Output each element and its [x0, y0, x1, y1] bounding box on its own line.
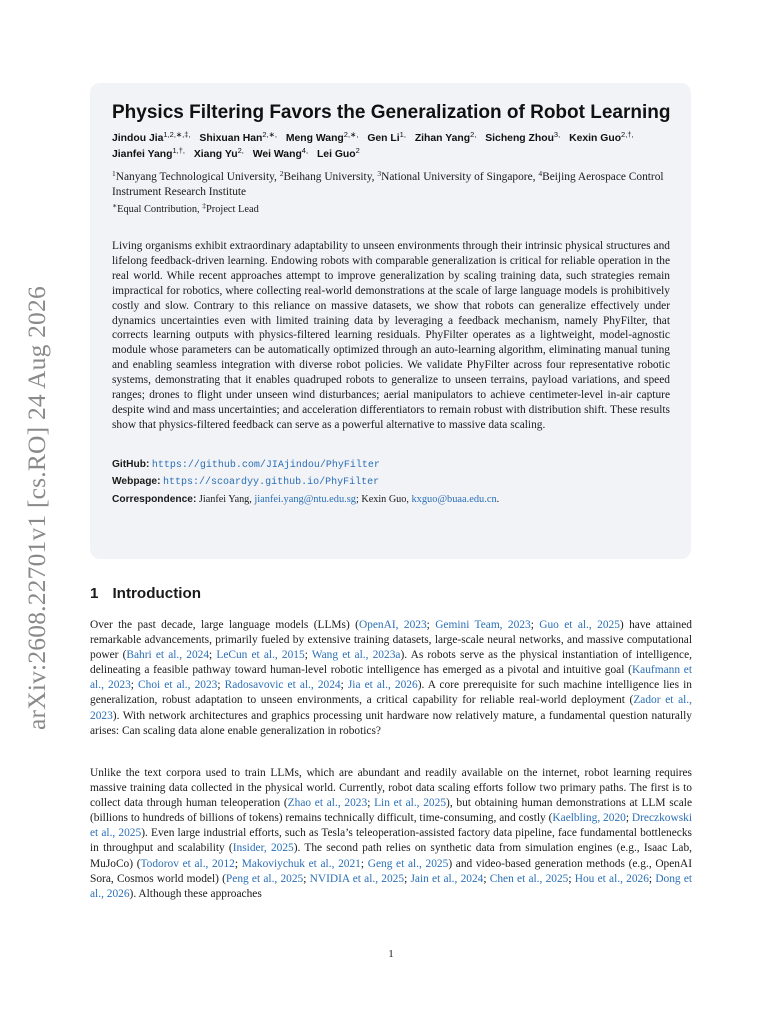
- correspondence-row: [112, 492, 670, 509]
- author-name: Meng Wang$^{2,∗,}$: [285, 130, 359, 144]
- github-row: [112, 457, 670, 475]
- paragraph-text: ;: [234, 857, 242, 870]
- correspondence-email-2[interactable]: kxguo@buaa.edu.cn: [411, 493, 497, 505]
- paragraph-text: ) have attained remarkable advancements, primarily fueled by extensive training datasets, large-scale neural networks, and massive computational power (: [90, 619, 693, 662]
- affiliation-name: National University of Singapore,: [381, 171, 539, 183]
- paragraph-text: ;: [304, 649, 312, 662]
- citation-link[interactable]: Bahri et al., 2024: [126, 649, 210, 662]
- project-lead-mark: ‡: [202, 201, 206, 210]
- citation-link[interactable]: Kaufmann et al., 2023: [90, 664, 692, 692]
- contribution-note: [112, 202, 670, 217]
- affiliation-name: Beihang University,: [283, 171, 378, 183]
- citation-link[interactable]: Chen et al., 2025: [489, 872, 569, 885]
- paragraph-text: ). With network architectures and graphics processing unit hardware now relatively mature, a fundamental question naturally arises: Can scaling data alone enable generalization in robotics?: [90, 709, 692, 737]
- paragraph-text: ;: [360, 857, 368, 870]
- page-number: 1: [388, 948, 394, 960]
- correspondence-email-1[interactable]: jianfei.yang@ntu.edu.sg: [254, 493, 356, 505]
- paragraph-text: ;: [530, 619, 540, 631]
- paragraph-text: ;: [483, 872, 490, 885]
- affiliation-mark: 2: [279, 169, 284, 178]
- citation-link[interactable]: OpenAI, 2023: [358, 619, 427, 631]
- citation-link[interactable]: NVIDIA et al., 2025: [309, 872, 405, 885]
- paragraph-text: ;: [426, 619, 436, 631]
- citation-link[interactable]: Dong et al., 2026: [90, 872, 693, 900]
- author-affiliation-mark: 1,: [399, 130, 406, 139]
- citation-link[interactable]: Zador et al., 2023: [90, 694, 692, 722]
- correspondence-separator: ; Kexin Guo,: [356, 493, 412, 505]
- affiliation-name: Nanyang Technological University,: [115, 171, 280, 183]
- abstract-box: [90, 83, 691, 559]
- abstract-text: Living organisms exhibit extraordinary adaptability to unseen environments through their intrinsic physical structures and lifelong feedback-driven learning. Endowing robots with comparable generalization is critical for reliable operation in the real world. While recent approaches attempt to improve generalization by scaling training data, such strategies remain impractical for robotics, where collecting real-world demonstrations at the scale of large language models is prohibitively costly and slow. Contrary to this reliance on massive datasets, we show that robots can generalize effectively under dynamics uncertainties even with limited training data by leveraging a feedback mechanism, namely PhyFilter, that corrects learning outputs with physics-filtered learning residuals. PhyFilter operates as a lightweight, model-agnostic module whose parameters can be automatically optimized through an auto-learning algorithm, eliminating manual tuning and enabling seamless integration with diverse robot policies. We validate PhyFilter across four representative robotic systems, demonstrating that it enables quadruped robots to generalize to unseen terrains, payload variations, and speed ranges; drones to flight under unseen wind disturbances; aerial manipulators to achieve centimeter-level in-air capture despite wind and mass uncertainties; and acceleration differentiators to remain robust with distribution shift. These results show that physics-filtered feedback can serve as a powerful alternative to massive data scaling.: [112, 240, 670, 431]
- paragraph-text: ;: [130, 679, 139, 692]
- citation-link[interactable]: Gemini Team, 2023: [435, 619, 531, 631]
- author-affiliation-mark: 3,: [553, 130, 561, 139]
- equal-contribution-text: Equal Contribution,: [117, 204, 203, 215]
- paragraph-text: Over the past decade, large language models (LLMs) (: [90, 619, 359, 631]
- citation-link[interactable]: Zhao et al., 2023: [287, 797, 368, 810]
- links-block: [112, 457, 670, 509]
- citation-link[interactable]: Peng et al., 2025: [225, 872, 304, 885]
- intro-paragraph-1: [90, 618, 692, 739]
- citation-link[interactable]: LeCun et al., 2015: [216, 649, 305, 662]
- paragraph-text: ). Even large industrial efforts, such as Tesla’s teleoperation-assisted factory data pipeline, face fundamental bottlenecks in throughput and scalability (: [90, 827, 692, 855]
- paragraph-text: ;: [217, 679, 225, 692]
- citation-link[interactable]: Jain et al., 2024: [410, 872, 484, 885]
- author-affiliation-mark: 2,∗,: [262, 130, 277, 139]
- equal-contribution-mark: ∗: [112, 201, 118, 210]
- author-affiliation-mark: 2,†,: [621, 130, 634, 139]
- paragraph-text: Unlike the text corpora used to train LLMs, which are abundant and readily available on the internet, robot learning requires massive training data collected in the physical world. Currently, robot data scaling efforts follow two primary paths. The first is to collect data through human teleoperation (: [90, 767, 692, 810]
- author-affiliation-mark: 2,: [237, 146, 244, 155]
- author-name: Kexin Guo$^{2,\dagger,}$: [569, 130, 634, 144]
- correspondence-end: .: [496, 493, 500, 505]
- paper-title: Physics Filtering Favors the Generalization of Robot Learning: [112, 102, 671, 123]
- citation-link[interactable]: Todorov et al., 2012: [140, 857, 235, 870]
- author-name: Zihan Yang$^{2,}$: [414, 130, 477, 144]
- project-lead-text: Project Lead: [206, 204, 259, 215]
- webpage-link[interactable]: https://scoardyy.github.io/PhyFilter: [163, 477, 380, 489]
- author-affiliation-mark: 2,: [470, 130, 477, 139]
- intro-paragraph-2: [90, 766, 692, 902]
- author-name: Jindou Jia$^{1,2,∗,\ddagger,}$: [112, 130, 191, 144]
- github-link[interactable]: https://github.com/JIAjindou/PhyFilter: [151, 459, 380, 471]
- paragraph-text: ;: [568, 872, 575, 885]
- citation-link[interactable]: Radosavovic et al., 2024: [224, 679, 341, 692]
- correspondence-label: Correspondence:: [112, 493, 197, 505]
- author-name: Shixuan Han$^{2,∗,}$: [199, 130, 277, 144]
- author-affiliation-mark: 1,2,∗,‡,: [163, 130, 191, 139]
- author-name: Gen $Li^{1,}$: [367, 130, 406, 144]
- author-list: [112, 131, 670, 163]
- correspondence-name-1: Jianfei Yang,: [198, 493, 255, 505]
- citation-link[interactable]: Jia et al., 2026: [347, 679, 418, 692]
- paragraph-text: ). A core prerequisite for such machine intelligence lies in generalization, robust adaptation to unseen environments, a critical capability for reliable real-world deployment (: [90, 679, 692, 707]
- paragraph-text: ). As robots serve as the physical instantiation of intelligence, delineating a feasible pathway toward human-level robotic intelligence has emerged as a pivotal and intuitive goal (: [90, 649, 692, 677]
- citation-link[interactable]: Guo et al., 2025: [539, 619, 620, 631]
- citation-link[interactable]: Geng et al., 2025: [367, 857, 449, 870]
- citation-link[interactable]: Choi et al., 2023: [138, 679, 218, 692]
- author-name: Jianfei Yang$^{1,\dagger,}$: [112, 146, 185, 160]
- author-affiliation-mark: 2: [355, 146, 360, 155]
- paragraph-text: ), but obtaining human demonstrations at LLM scale (billions to hundreds of billions of tokens) remains technically difficult, time-consuming, and costly (: [90, 797, 692, 825]
- paragraph-text: ). Although these approaches: [129, 887, 262, 900]
- paragraph-text: ;: [648, 872, 656, 885]
- author-name: Sicheng Zhou$^{3,}$: [485, 130, 561, 144]
- github-label: GitHub:: [112, 458, 150, 470]
- arxiv-identifier: arXiv:2608.22701v1 [cs.RO] 24 Aug 2026: [22, 286, 51, 730]
- affiliation-mark: 3: [377, 169, 382, 178]
- citation-link[interactable]: Insider, 2025: [232, 842, 294, 855]
- affiliation-mark: 4: [538, 169, 543, 178]
- section-heading: [90, 585, 201, 602]
- section-number: 1: [90, 585, 99, 602]
- paragraph-text: ). The second path relies on synthetic data from simulation engines (e.g., Isaac Lab, MuJoCo) (: [90, 842, 693, 870]
- author-affiliation-mark: 2,∗,: [343, 130, 359, 139]
- section-title: Introduction: [112, 585, 202, 602]
- citation-link[interactable]: Lin et al., 2025: [374, 797, 447, 810]
- paragraph-text: ;: [340, 679, 348, 692]
- citation-link[interactable]: Kaelbling, 2020: [552, 812, 626, 825]
- citation-link[interactable]: Dreczkowski et al., 2025: [90, 812, 692, 840]
- affiliations: [112, 170, 670, 200]
- affiliation-name: Beijing Aerospace Control Instrument Research Institute: [112, 171, 664, 198]
- paragraph-text: ;: [625, 812, 632, 825]
- affiliation-mark: 1: [112, 169, 116, 178]
- paragraph-text: ;: [367, 797, 375, 810]
- author-name: Wei Wang$^{4,}$: [252, 146, 309, 160]
- paragraph-text: ;: [404, 872, 411, 885]
- webpage-label: Webpage:: [112, 476, 161, 488]
- citation-link[interactable]: Hou et al., 2026: [574, 872, 649, 885]
- author-affiliation-mark: 4,: [301, 146, 309, 155]
- webpage-row: [112, 474, 670, 492]
- paragraph-text: ;: [303, 872, 310, 885]
- paragraph-text: ) and video-based generation methods (e.g., OpenAI Sora, Cosmos world model) (: [90, 857, 693, 885]
- author-affiliation-mark: 1,†,: [172, 146, 185, 155]
- citation-link[interactable]: Wang et al., 2023a: [311, 649, 401, 662]
- citation-link[interactable]: Makoviychuk et al., 2021: [241, 857, 361, 870]
- author-name: Lei Guo$^2$: [316, 146, 360, 160]
- paragraph-text: ;: [209, 649, 217, 662]
- author-name: Xiang $Yu^{2,}$: [193, 146, 244, 160]
